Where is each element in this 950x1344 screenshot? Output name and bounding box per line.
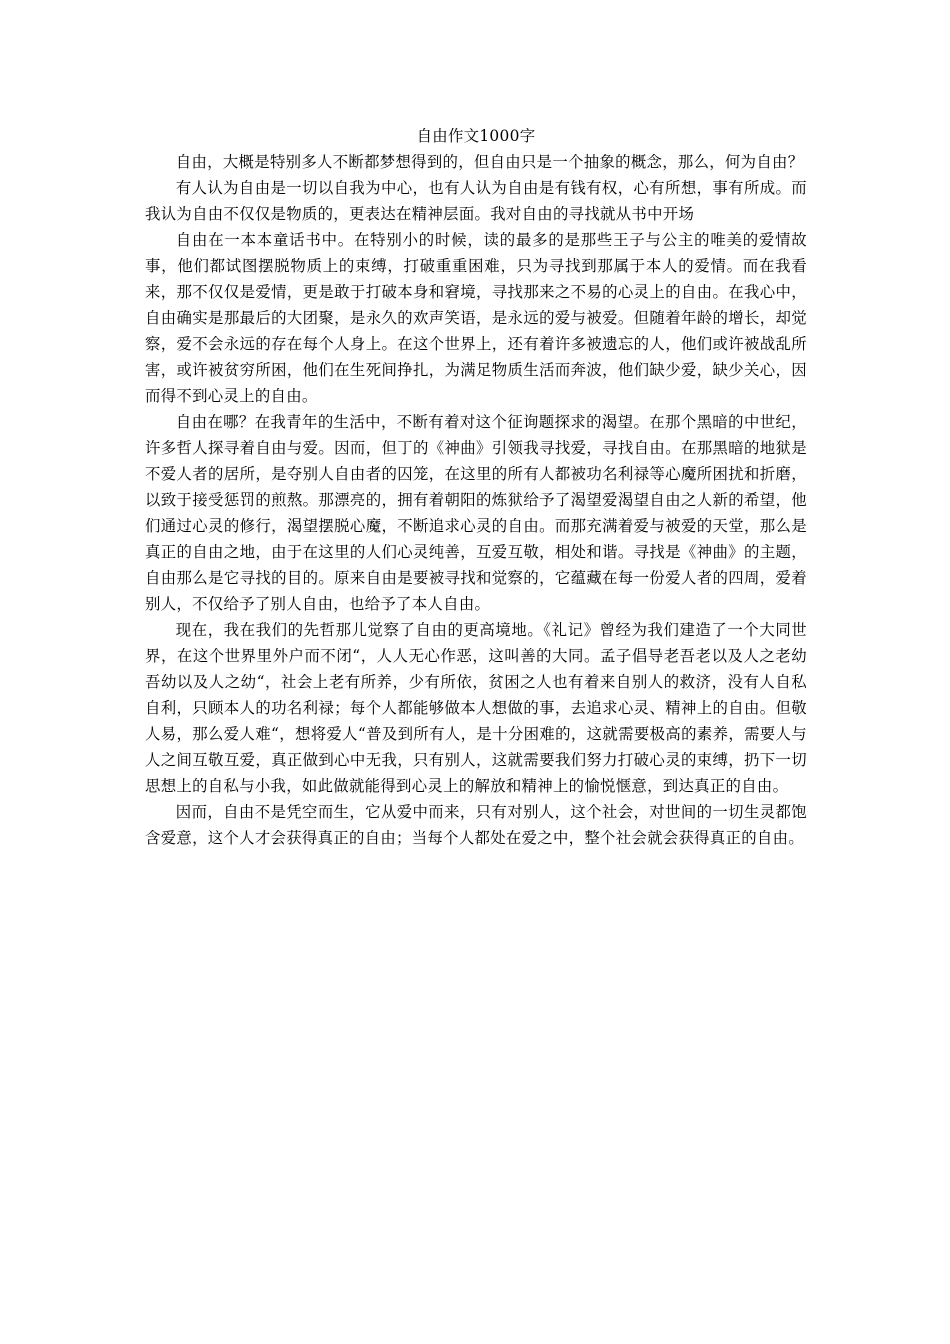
paragraph: 因而，自由不是凭空而生，它从爱中而来，只有对别人，这个社会，对世间的一切生灵都饱含爱意，这个人才会获得真正的自由；当每个人都处在爱之中，整个社会就会获得真正的自由。 [145,803,807,847]
paragraph: 自由在一本本童话书中。在特别小的时候，读的最多的是那些王子与公主的唯美的爱情故事，他们都试图摆脱物质上的束缚，打破重重困难，只为寻找到那属于本人的爱情。而在我看来，那不仅仅是爱情，更是敢于打破本身和窘境，寻找那来之不易的心灵上的自由。在我心中，自由确实是那最后的大团聚，是永久的欢声笑语，是永远的爱与被爱。但随着年龄的增长，却觉察，爱不会永远的存在每个人身上。在这个世界上，还有着许多被遗忘的人，他们或许被战乱所害，或许被贫穷所困，他们在生死间挣扎，为满足物质生活而奔波，他们缺少爱，缺少关心，因而得不到心灵上的自由。 [145,231,807,405]
document-body [145,123,807,851]
document-title: 自由作文1000字 [416,127,536,145]
paragraph: 有人认为自由是一切以自我为中心，也有人认为自由是有钱有权，心有所想，事有所成。而我认为自由不仅仅是物质的，更表达在精神层面。我对自由的寻找就从书中开场 [145,179,807,223]
paragraph: 自由，大概是特别多人不断都梦想得到的，但自由只是一个抽象的概念，那么，何为自由？ [175,153,804,171]
paragraph: 自由在哪？在我青年的生活中，不断有着对这个征询题探求的渴望。在那个黑暗的中世纪，许多哲人探寻着自由与爱。因而，但丁的《神曲》引领我寻找爱，寻找自由。在那黑暗的地狱是不爱人者的居所，是夺别人自由者的囚笼，在这里的所有人都被功名利禄等心魔所困扰和折磨，以致于接受惩罚的煎熬。那漂亮的，拥有着朝阳的炼狱给予了渴望爱渴望自由之人新的希望，他们通过心灵的修行，渴望摆脱心魔，不断追求心灵的自由。而那充满着爱与被爱的天堂，那么是真正的自由之地，由于在这里的人们心灵纯善，互爱互敬，相处和谐。寻找是《神曲》的主题，自由那么是它寻找的目的。原来自由是要被寻找和觉察的，它蕴藏在每一份爱人者的四周，爱着别人，不仅给予了别人自由，也给予了本人自由。 [145,413,807,613]
paragraph: 现在，我在我们的先哲那儿觉察了自由的更高境地。《礼记》曾经为我们建造了一个大同世界，在这个世界里外户而不闭“，人人无心作恶，这叫善的大同。孟子倡导老吾老以及人之老幼吾幼以及人之幼“，社会上老有所养，少有所依，贫困之人也有着来自别人的救济，没有人自私自利，只顾本人的功名利禄；每个人都能够做本人想做的事，去追求心灵、精神上的自由。但敬人易，那么爱人难“，想将爱人“普及到所有人，是十分困难的，这就需要极高的素养，需要人与人之间互敬互爱，真正做到心中无我，只有别人，这就需要我们努力打破心灵的束缚，扔下一切思想上的自私与小我，如此做就能得到心灵上的解放和精神上的愉悦惬意，到达真正的自由。 [145,621,807,795]
